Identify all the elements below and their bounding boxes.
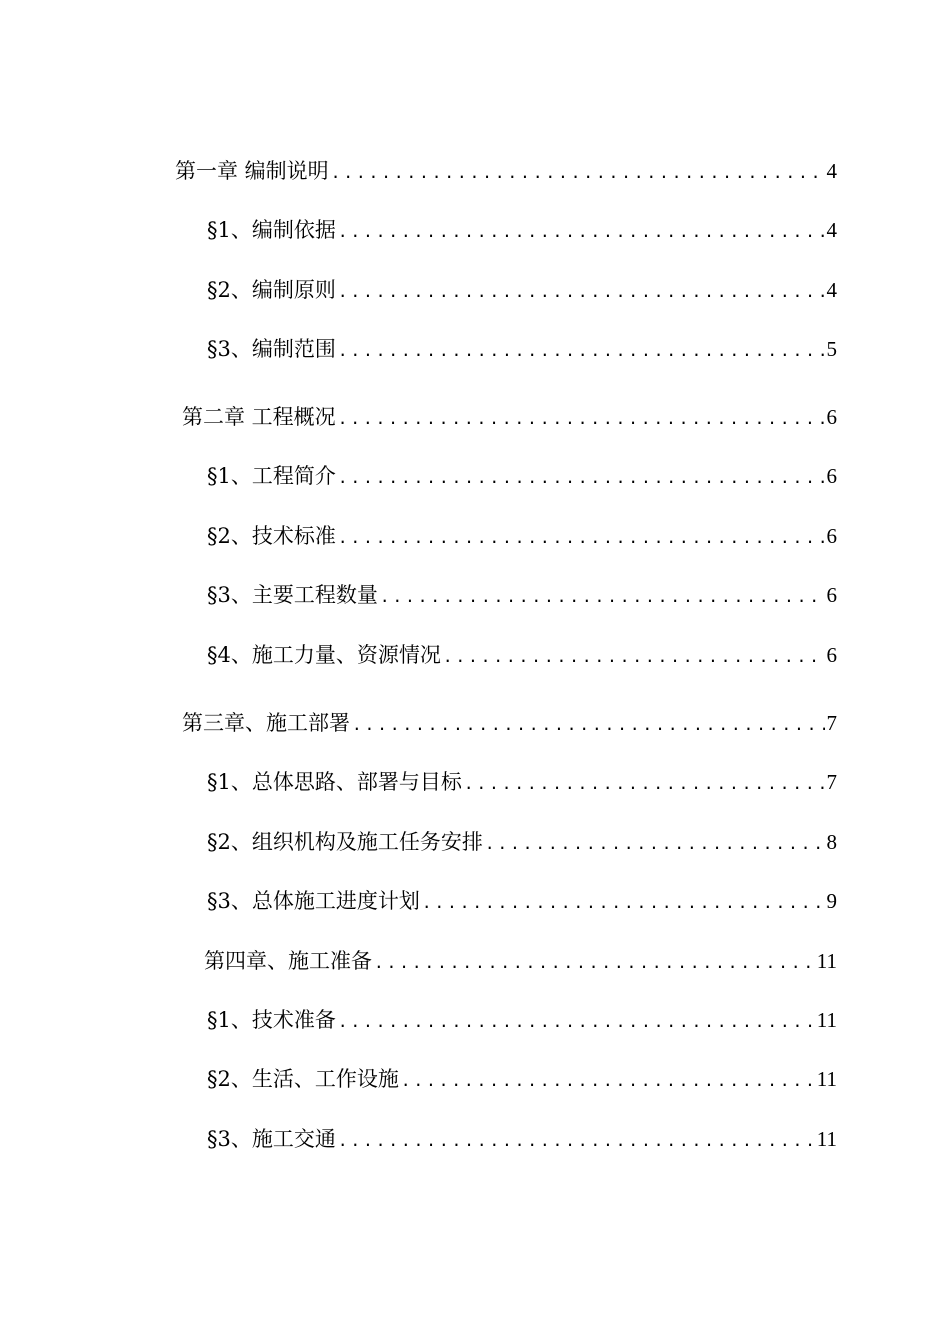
toc-section-1-2[interactable] [207,276,837,304]
toc-entry-title: §1、总体思路、部署与目标 [207,770,462,794]
toc-leader-dots [338,407,825,431]
toc-leader-dots [401,1069,815,1093]
toc-page-number: 6 [826,524,837,548]
toc-chapter-4[interactable] [204,947,837,975]
toc-leader-dots [338,466,825,490]
toc-entry-title: §1、技术准备 [207,1008,336,1032]
toc-leader-dots [338,526,825,550]
toc-entry-title: 第三章、施工部署 [182,711,350,735]
toc-page-number: 6 [826,464,837,488]
toc-entry-title: §3、主要工程数量 [207,583,378,607]
toc-entry-title: §4、施工力量、资源情况 [207,643,441,667]
toc-leader-dots [338,220,825,244]
toc-page-number: 4 [826,278,837,302]
toc-leader-dots [464,772,825,796]
toc-leader-dots [374,951,815,975]
toc-section-3-1[interactable] [207,768,837,796]
toc-entry-title: §2、编制原则 [207,278,336,302]
toc-leader-dots [338,1129,815,1153]
toc-leader-dots [338,280,825,304]
toc-entry-title: §1、编制依据 [207,218,336,242]
toc-entry-title: §2、生活、工作设施 [207,1067,399,1091]
toc-page-number: 6 [826,643,837,667]
toc-entry-title: §2、技术标准 [207,524,336,548]
toc-page-number: 11 [816,1067,837,1091]
toc-page-number: 11 [816,949,837,973]
toc-section-2-4[interactable] [207,641,837,669]
toc-entry-title: 第四章、施工准备 [204,949,372,973]
toc-section-2-3[interactable] [207,581,837,609]
toc-page-number: 6 [826,583,837,607]
toc-entry-title: §1、工程简介 [207,464,336,488]
toc-page-number: 7 [826,770,837,794]
toc-leader-dots [443,645,825,669]
toc-section-4-1[interactable] [207,1006,837,1034]
toc-section-4-2[interactable] [207,1065,837,1093]
toc-section-1-1[interactable] [207,216,837,244]
toc-page-number: 11 [816,1008,837,1032]
toc-entry-title: §2、组织机构及施工任务安排 [207,830,483,854]
toc-page-number: 9 [826,889,837,913]
toc-section-4-3[interactable] [207,1125,837,1153]
toc-entry-title: §3、总体施工进度计划 [207,889,420,913]
toc-section-2-2[interactable] [207,522,837,550]
toc-section-1-3[interactable] [207,335,837,363]
toc-section-2-1[interactable] [207,462,837,490]
toc-section-3-3[interactable] [207,887,837,915]
toc-leader-dots [331,161,825,185]
toc-chapter-2[interactable] [182,403,837,431]
toc-page-number: 8 [826,830,837,854]
toc-leader-dots [338,1010,815,1034]
toc-leader-dots [485,832,825,856]
toc-leader-dots [380,585,825,609]
toc-entry-title: §3、施工交通 [207,1127,336,1151]
toc-page-number: 4 [826,159,837,183]
toc-chapter-1[interactable] [175,157,837,185]
toc-page-number: 7 [826,711,837,735]
toc-page-number: 11 [816,1127,837,1151]
toc-page-number: 6 [826,405,837,429]
toc-page-number: 5 [826,337,837,361]
toc-leader-dots [352,713,825,737]
toc-leader-dots [338,339,825,363]
toc-entry-title: 第一章 编制说明 [175,159,329,183]
toc-chapter-3[interactable] [182,709,837,737]
toc-page-number: 4 [826,218,837,242]
toc-leader-dots [422,891,825,915]
toc-entry-title: 第二章 工程概况 [182,405,336,429]
toc-section-3-2[interactable] [207,828,837,856]
toc-entry-title: §3、编制范围 [207,337,336,361]
